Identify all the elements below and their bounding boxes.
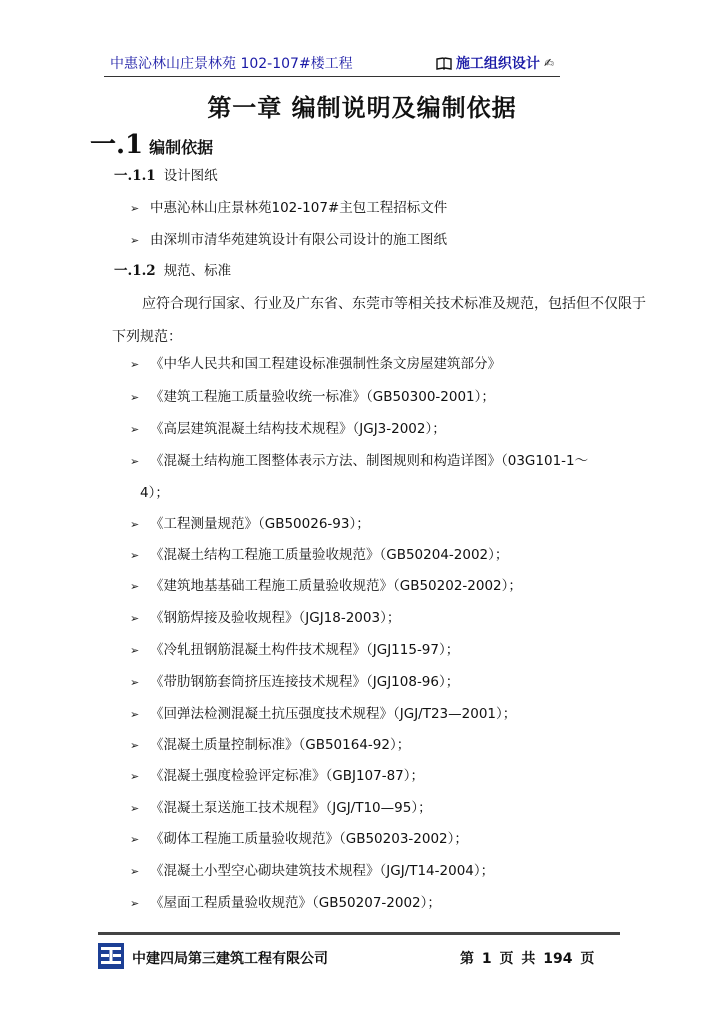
subsection-label: 设计图纸 — [163, 168, 218, 184]
subsection-number: 一.1.2 — [114, 263, 156, 279]
bullet-arrow-icon: ➢ — [130, 802, 140, 815]
list-item: ➢ 《混凝土泵送施工技术规程》（JGJ/T10—95）； — [130, 800, 432, 816]
list-item: ➢ 《中华人民共和国工程建设标准强制性条文房屋建筑部分》 — [130, 356, 501, 372]
footer-company-name: 中建四局第三建筑工程有限公司 — [132, 951, 328, 967]
bullet-arrow-icon: ➢ — [130, 518, 140, 531]
page-header — [104, 50, 560, 77]
list-item: ➢ 《工程测量规范》（GB50026-93）； — [130, 516, 370, 532]
list-item: ➢ 《砌体工程施工质量验收规范》（GB50203-2002）； — [130, 831, 468, 847]
list-item: ➢ 《混凝土强度检验评定标准》（GBJ107-87）； — [130, 768, 425, 784]
bullet-arrow-icon: ➢ — [130, 455, 140, 468]
bullet-arrow-icon: ➢ — [130, 358, 140, 371]
list-item: ➢ 《混凝土质量控制标准》（GB50164-92）； — [130, 737, 411, 753]
list-item-continuation: 4）； — [140, 485, 169, 501]
list-item: ➢ 《回弹法检测混凝土抗压强度技术规程》（JGJ/T23—2001）； — [130, 706, 517, 722]
list-item: ➢ 《混凝土结构工程施工质量验收规范》（GB50204-2002）； — [130, 547, 509, 563]
bullet-arrow-icon: ➢ — [130, 580, 140, 593]
bullet-arrow-icon: ➢ — [130, 676, 140, 689]
bullet-arrow-icon: ➢ — [130, 833, 140, 846]
company-logo-icon — [98, 943, 124, 969]
list-item: ➢ 《建筑地基基础工程施工质量验收规范》（GB50202-2002）； — [130, 578, 522, 594]
bullet-arrow-icon: ➢ — [130, 897, 140, 910]
footer-divider — [98, 932, 620, 935]
subsection-number: 一.1.1 — [114, 168, 156, 184]
list-item: ➢ 《建筑工程施工质量验收统一标准》（GB50300-2001）； — [130, 389, 495, 405]
section-number: 一.1 — [90, 130, 144, 160]
bullet-arrow-icon: ➢ — [130, 391, 140, 404]
bullet-arrow-icon: ➢ — [130, 739, 140, 752]
bullet-arrow-icon: ➢ — [130, 708, 140, 721]
list-item: ➢ 《屋面工程质量验收规范》（GB50207-2002）； — [130, 895, 441, 911]
list-item: ➢ 《冷轧扭钢筋混凝土构件技术规程》（JGJ115-97）； — [130, 642, 460, 658]
header-doc-type-label: 施工组织设计 — [455, 56, 540, 72]
subsection-heading-1 — [114, 164, 218, 184]
intro-paragraph: 应符合现行国家、行业及广东省、东莞市等相关技术标准及规范，包括但不仅限于下列规范： — [112, 296, 646, 345]
subsection-heading-2 — [114, 259, 231, 279]
list-item: ➢ 《混凝土小型空心砌块建筑技术规程》（JGJ/T14-2004）； — [130, 863, 495, 879]
bullet-arrow-icon: ➢ — [130, 423, 140, 436]
header-project-title: 中惠沁林山庄景林苑 102-107#楼工程 — [110, 56, 353, 72]
bullet-arrow-icon: ➢ — [130, 549, 140, 562]
list-item: ➢ 《带肋钢筋套筒挤压连接技术规程》（JGJ108-96）； — [130, 674, 460, 690]
bullet-arrow-icon: ➢ — [130, 202, 140, 215]
list-item: ➢ 《混凝土结构施工图整体表示方法、制图规则和构造详图》（03G101-1～ — [130, 453, 589, 469]
bullet-arrow-icon: ➢ — [130, 612, 140, 625]
section-heading — [90, 124, 213, 161]
bullet-arrow-icon: ➢ — [130, 644, 140, 657]
header-doc-type — [436, 53, 554, 73]
bullet-arrow-icon: ➢ — [130, 770, 140, 783]
chapter-title: 第一章 编制说明及编制依据 — [207, 93, 517, 122]
subsection-label: 规范、标准 — [163, 263, 232, 279]
book-icon — [436, 57, 452, 70]
section-label: 编制依据 — [149, 138, 214, 157]
bullet-arrow-icon: ➢ — [130, 234, 140, 247]
list-item: ➢ 《钢筋焊接及验收规程》（JGJ18-2003）； — [130, 610, 401, 626]
list-item: ➢ 中惠沁林山庄景林苑102-107#主包工程招标文件 — [130, 200, 448, 216]
footer-page-number: 第 1 页 共 194 页 — [460, 951, 595, 967]
list-item: ➢ 《高层建筑混凝土结构技术规程》（JGJ3-2002）； — [130, 421, 446, 437]
bullet-arrow-icon: ➢ — [130, 865, 140, 878]
pen-icon: ✍ — [543, 56, 554, 70]
list-item: ➢ 由深圳市清华苑建筑设计有限公司设计的施工图纸 — [130, 232, 447, 248]
logo-graphic — [98, 943, 124, 969]
